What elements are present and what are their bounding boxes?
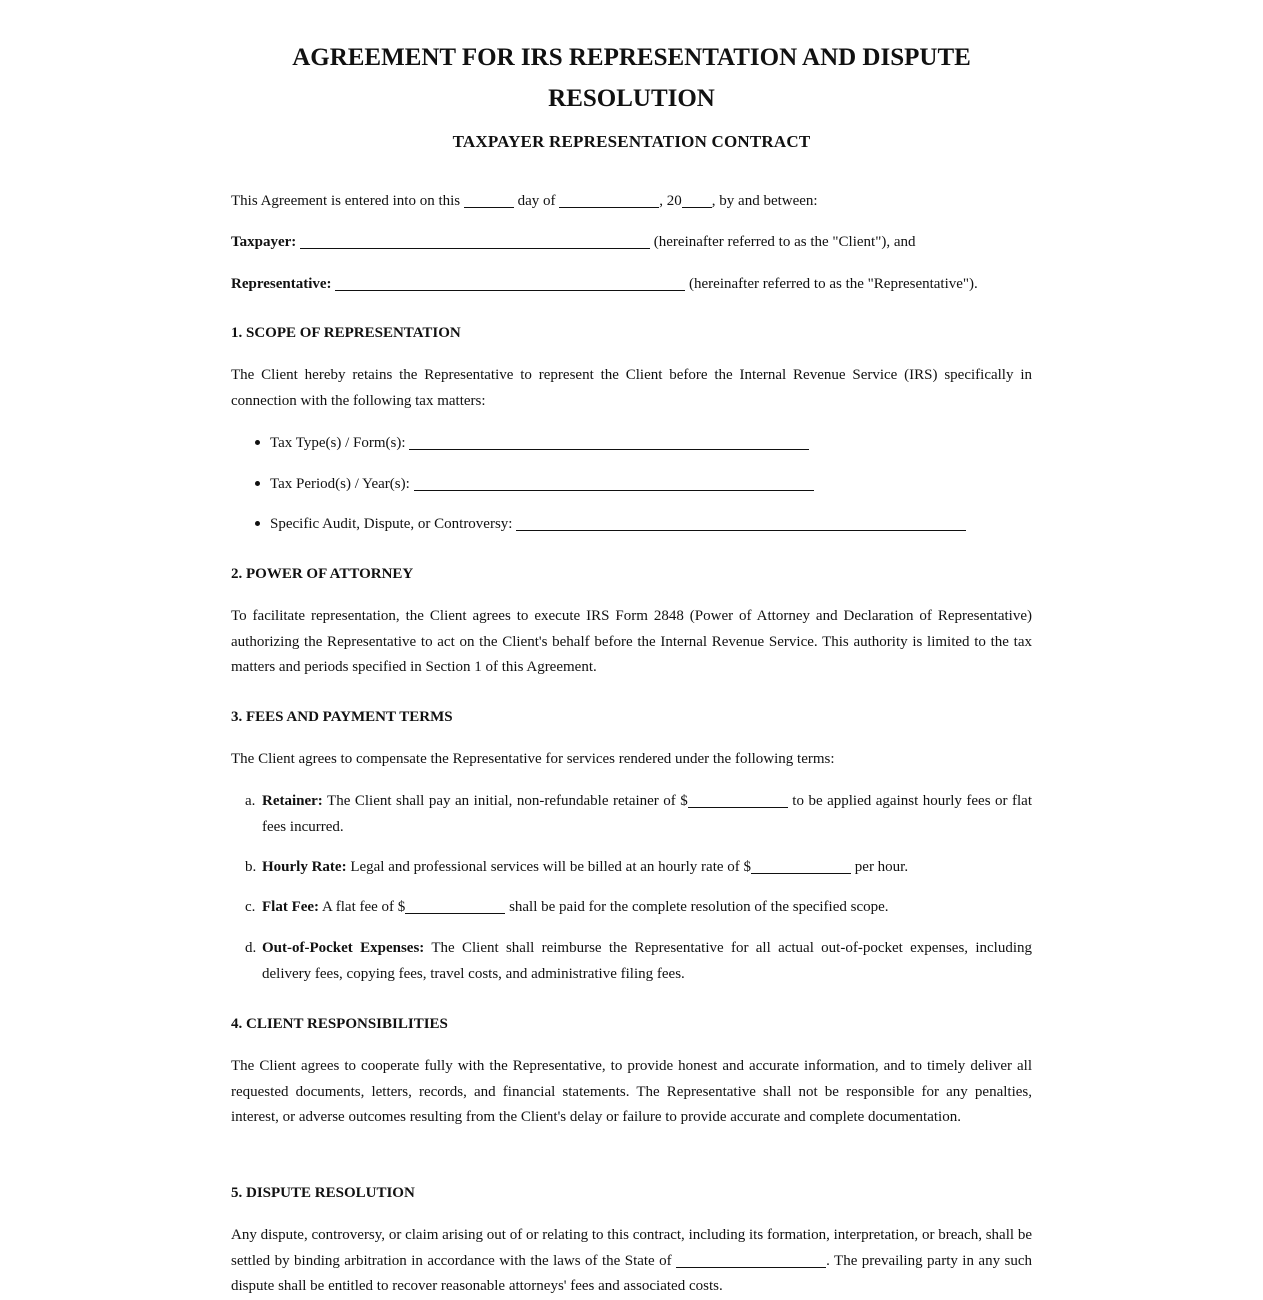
list-item	[245, 936, 1032, 987]
tax-period-label: Tax Period(s) / Year(s):	[270, 476, 410, 492]
audit-label: Specific Audit, Dispute, or Controversy:	[270, 516, 513, 532]
bullet-icon	[255, 440, 260, 445]
representative-label: Representative:	[231, 276, 332, 292]
state-blank[interactable]	[676, 1253, 826, 1268]
section-2-text: To facilitate representation, the Client agrees to execute IRS Form 2848 (Power of Attorney and Declaration of Representative) authorizing the Representative to act on the Client's behalf before the Internal Revenue Service. This authority is limited to the tax matters and periods specified in Section 1 of this Agreement.	[231, 608, 1032, 675]
section-3-text: The Client agrees to compensate the Representative for services rendered under the following terms:	[231, 751, 835, 767]
item-marker: a.	[245, 793, 256, 809]
section-5-text	[231, 1223, 1032, 1300]
day-of-text: day of	[517, 193, 556, 209]
list-item	[245, 895, 1032, 921]
retainer-label: Retainer:	[262, 793, 323, 809]
hourly-rate-text-after: per hour.	[854, 859, 909, 875]
flat-fee-text-after: shall be paid for the complete resolution of the specified scope.	[509, 899, 889, 915]
section-2-heading: 2. POWER OF ATTORNEY	[231, 566, 414, 582]
section-3-heading: 3. FEES AND PAYMENT TERMS	[231, 709, 453, 725]
representative-blank[interactable]	[335, 276, 685, 291]
taxpayer-blank[interactable]	[300, 234, 650, 249]
hourly-rate-text-before: Legal and professional services will be billed at an hourly rate of $	[350, 859, 752, 875]
item-marker: d.	[245, 940, 257, 956]
hourly-rate-blank[interactable]	[751, 859, 851, 874]
taxpayer-suffix: (hereinafter referred to as the "Client"), and	[653, 234, 916, 250]
bullet-icon	[255, 481, 260, 486]
expenses-text: The Client shall reimburse the Representative for all actual out-of-pocket expenses, including delivery fees, copying fees, travel costs, and administrative filing fees.	[262, 940, 1032, 982]
year-blank[interactable]	[682, 193, 712, 208]
list-item	[255, 433, 809, 453]
flat-fee-label: Flat Fee:	[262, 899, 320, 915]
taxpayer-label: Taxpayer:	[231, 234, 297, 250]
expenses-label: Out-of-Pocket Expenses:	[262, 940, 425, 956]
preamble-line	[231, 191, 818, 211]
entered-prefix: This Agreement is entered into on this	[231, 193, 461, 209]
section-1-heading: 1. SCOPE OF REPRESENTATION	[231, 325, 461, 341]
document-title-line-2: RESOLUTION	[548, 85, 715, 112]
flat-fee-text-before: A flat fee of $	[322, 899, 406, 915]
flat-fee-blank[interactable]	[405, 899, 505, 914]
month-blank[interactable]	[559, 193, 659, 208]
taxpayer-line	[231, 232, 915, 252]
list-item	[255, 514, 966, 534]
section-1-text: The Client hereby retains the Representative to represent the Client before the Internal Revenue Service (IRS) specifically in connection with the following tax matters:	[231, 367, 1032, 409]
retainer-amount-blank[interactable]	[688, 793, 788, 808]
list-item	[255, 474, 814, 494]
section-4-heading: 4. CLIENT RESPONSIBILITIES	[231, 1016, 448, 1032]
day-blank[interactable]	[464, 193, 514, 208]
document-title-line-1: AGREEMENT FOR IRS REPRESENTATION AND DISPUTE	[292, 44, 971, 71]
retainer-text-after: to be applied against hourly fees or flat fees incurred.	[262, 793, 1033, 835]
between-text: , by and between:	[711, 193, 818, 209]
section-4-text: The Client agrees to cooperate fully with the Representative, to provide honest and accurate information, and to timely deliver all requested documents, letters, records, and financial statements. The Representative shall not be responsible for any penalties, interest, or adverse outcomes resulting from the Client's delay or failure to provide accurate and complete documentation.	[231, 1058, 1032, 1125]
section-5-text-after: . The prevailing party in any such dispute shall be entitled to recover reasonable attorneys' fees and associated costs.	[231, 1252, 1033, 1294]
document-subtitle: TAXPAYER REPRESENTATION CONTRACT	[452, 132, 811, 151]
tax-period-blank[interactable]	[414, 476, 814, 491]
section-5-text-before: Any dispute, controversy, or claim arising out of or relating to this contract, including its formation, interpretation, or breach, shall be settled by binding arbitration in accordance with the laws of the State of	[231, 1227, 1032, 1269]
representative-line	[231, 274, 978, 294]
tax-type-label: Tax Type(s) / Form(s):	[270, 435, 406, 451]
item-marker: b.	[245, 859, 257, 875]
list-item	[245, 855, 1032, 881]
hourly-rate-label: Hourly Rate:	[262, 859, 347, 875]
list-item	[245, 789, 1032, 840]
representative-suffix: (hereinafter referred to as the "Representative").	[689, 276, 978, 292]
year-prefix: , 20	[659, 193, 682, 209]
item-marker: c.	[245, 899, 256, 915]
retainer-text-before: The Client shall pay an initial, non-refundable retainer of $	[327, 793, 688, 809]
bullet-icon	[255, 521, 260, 526]
section-5-heading: 5. DISPUTE RESOLUTION	[231, 1185, 415, 1201]
audit-blank[interactable]	[516, 516, 966, 531]
tax-type-blank[interactable]	[409, 435, 809, 450]
